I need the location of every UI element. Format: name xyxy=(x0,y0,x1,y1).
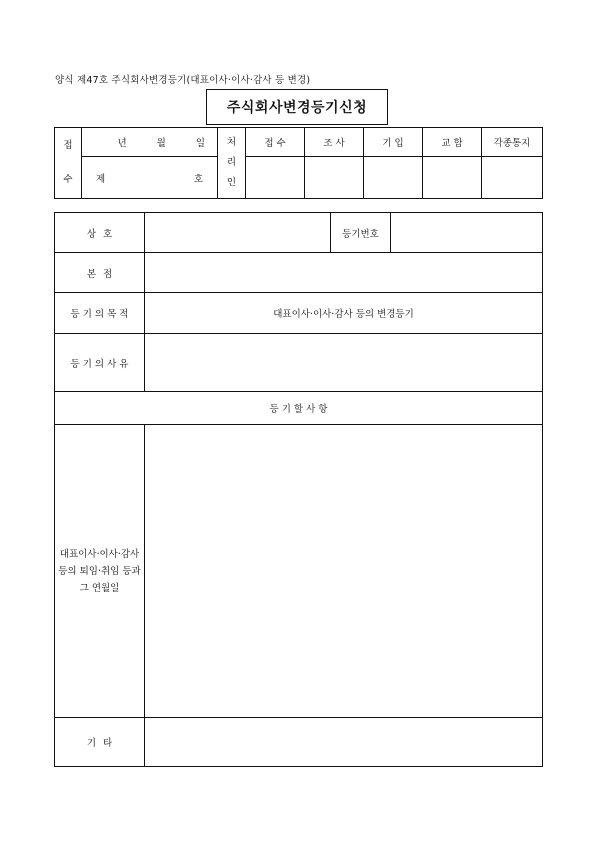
month-label: 월 xyxy=(156,138,166,149)
entry-stamp-cell[interactable] xyxy=(364,157,423,199)
col-header-receipt: 접 수 xyxy=(246,128,305,157)
collation-stamp-cell[interactable] xyxy=(423,157,482,199)
other-field[interactable] xyxy=(145,718,543,767)
document-title: 주식회사변경등기신청 xyxy=(206,89,388,125)
registration-cause-label: 등 기 의 사 유 xyxy=(55,334,145,392)
col-header-review: 조 사 xyxy=(305,128,364,157)
reception-date-cell[interactable] xyxy=(82,128,218,157)
head-office-label: 본 점 xyxy=(55,253,145,293)
reception-su: 수 xyxy=(63,174,73,185)
officer-change-field[interactable] xyxy=(145,425,543,718)
reception-jeop: 접 xyxy=(63,140,73,151)
trade-name-field[interactable] xyxy=(145,213,331,253)
reception-number-cell[interactable] xyxy=(82,157,218,199)
day-label: 일 xyxy=(195,138,205,149)
registration-purpose-label: 등 기 의 목 적 xyxy=(55,293,145,334)
col-header-entry: 기 입 xyxy=(364,128,423,157)
head-office-field[interactable] xyxy=(145,253,543,293)
registration-cause-field[interactable] xyxy=(145,334,543,392)
processing-char-1: 처 xyxy=(226,137,237,148)
form-number-label: 양식 제47호 주식회사변경등기(대표이사·이사·감사 등 변경) xyxy=(55,75,311,86)
processing-label-cell xyxy=(218,128,246,199)
officer-change-label: 대표이사·이사·감사 등의 퇴임·취임 등과 그 연월일 xyxy=(55,425,145,718)
registration-matters-header: 등 기 할 사 항 xyxy=(55,392,543,425)
notices-stamp-cell[interactable] xyxy=(482,157,543,199)
ho-label: 호 xyxy=(193,173,203,185)
processing-char-3: 인 xyxy=(226,177,237,188)
registration-number-field[interactable] xyxy=(391,213,543,253)
year-label: 년 xyxy=(117,138,127,149)
processing-char-2: 리 xyxy=(226,157,237,168)
review-stamp-cell[interactable] xyxy=(305,157,364,199)
registration-purpose-value: 대표이사·이사·감사 등의 변경등기 xyxy=(145,293,543,334)
reception-label-cell xyxy=(55,128,82,199)
receipt-stamp-cell[interactable] xyxy=(246,157,305,199)
reception-table xyxy=(54,127,543,199)
other-label: 기 타 xyxy=(55,718,145,767)
registration-number-label: 등기번호 xyxy=(331,213,391,253)
col-header-collation: 교 합 xyxy=(423,128,482,157)
je-label: 제 xyxy=(96,173,106,185)
application-form-table xyxy=(54,212,543,767)
col-header-notices: 각종통지 xyxy=(482,128,543,157)
trade-name-label: 상 호 xyxy=(55,213,145,253)
